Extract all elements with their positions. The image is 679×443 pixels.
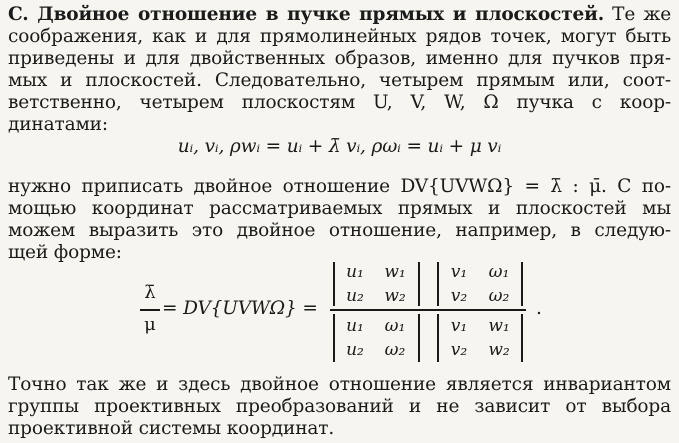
line-6: динатами: — [8, 114, 108, 135]
line-10: щей форме: — [8, 242, 122, 263]
lhs-denominator: μ — [144, 314, 156, 335]
line-2: соображения, как и для прямолинейных рядов точек, могут быть — [8, 26, 671, 47]
det-cell: u₁ — [346, 316, 364, 336]
line-9: можем выразить это двойное отношение, например, в следую- — [8, 220, 671, 241]
line-8: мощью координат рассматриваемых прямых и плоскостей мы — [8, 198, 671, 219]
det-bar — [333, 262, 335, 306]
line-13: проективной системы координат. — [8, 418, 335, 439]
lhs-fraction-bar — [140, 309, 160, 311]
line-3: приведены и для двойственных образов, именно для пучков пря- — [8, 48, 671, 69]
det-bar — [333, 314, 335, 362]
line-5: ветственно, четырем плоскостям U, V, W, Ω пучка с коор- — [8, 92, 671, 113]
line-1-tail: Те же — [612, 4, 671, 25]
det-bar — [418, 262, 420, 306]
det-bar — [437, 314, 439, 362]
det-cell: v₂ — [450, 286, 468, 306]
det-bar — [521, 314, 523, 362]
line-4: мых и плоскостей. Следовательно, четырем прямым или, соот- — [8, 70, 671, 91]
lhs-numerator: λ̄ — [144, 282, 156, 303]
det-cell: v₁ — [450, 316, 468, 336]
det-cell: ω₂ — [384, 340, 406, 360]
section-heading: C. Двойное отношение в пучке прямых и плоскостей. — [8, 4, 604, 25]
formula-mid: = DV{UVWΩ} = — [162, 298, 318, 319]
formula-end: . — [536, 298, 542, 319]
det-bar — [521, 262, 523, 306]
det-cell: u₂ — [346, 340, 364, 360]
det-cell: u₁ — [346, 262, 364, 282]
det-bar — [437, 262, 439, 306]
det-cell: w₁ — [488, 316, 510, 336]
formula-coordinates: uᵢ, vᵢ, ρwᵢ = uᵢ + λ̄ vᵢ, ρωᵢ = uᵢ + μ vᵢ — [177, 136, 502, 157]
line-11: Точно так же и здесь двойное отношение является инвариантом — [8, 374, 671, 395]
det-cell: v₂ — [450, 340, 468, 360]
det-cell: w₂ — [384, 286, 406, 306]
det-cell: ω₁ — [384, 316, 406, 336]
det-cell: u₂ — [346, 286, 364, 306]
det-cell: w₂ — [488, 340, 510, 360]
det-cell: w₁ — [384, 262, 406, 282]
main-fraction-bar — [330, 309, 526, 311]
line-12: группы проективных преобразований и не зависит от выбора — [8, 396, 671, 417]
det-cell: ω₂ — [488, 286, 510, 306]
det-bar — [418, 314, 420, 362]
line-1 — [8, 4, 671, 26]
det-cell: ω₁ — [488, 262, 510, 282]
det-cell: v₁ — [450, 262, 468, 282]
line-7: нужно приписать двойное отношение DV{UVWΩ} = λ̄ : μ̄. С по- — [8, 176, 671, 197]
